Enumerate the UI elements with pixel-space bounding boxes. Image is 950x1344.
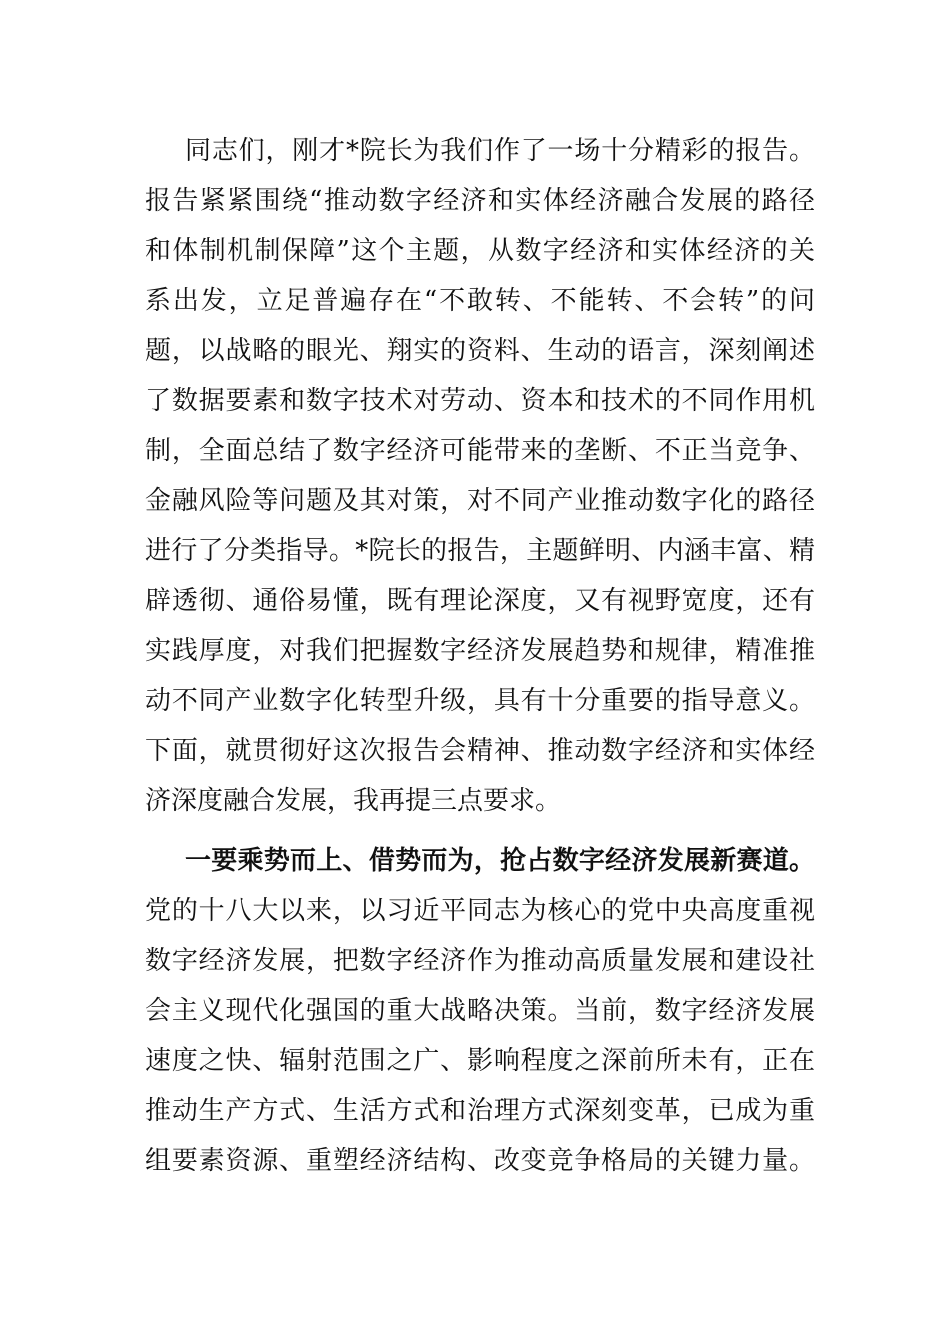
- text-line: 推动生产方式、生活方式和治理方式深刻变革，已成为重: [145, 1096, 815, 1126]
- text-line: 了数据要素和数字技术对劳动、资本和技术的不同作用机: [145, 386, 815, 416]
- text-line: 动不同产业数字化转型升级，具有十分重要的指导意义。: [145, 686, 815, 716]
- text-line: 同志们，刚才*院长为我们作了一场十分精彩的报告。: [185, 136, 815, 166]
- text-line: 系出发，立足普遍存在“不敢转、不能转、不会转”的问: [145, 286, 815, 316]
- text-line: 济深度融合发展，我再提三点要求。: [145, 786, 562, 816]
- text-line: 和体制机制保障”这个主题，从数字经济和实体经济的关: [145, 236, 815, 266]
- text-line: 题，以战略的眼光、翔实的资料、生动的语言，深刻阐述: [145, 336, 815, 366]
- text-line: 实践厚度，对我们把握数字经济发展趋势和规律，精准推: [145, 636, 815, 666]
- text-line: 金融风险等问题及其对策，对不同产业推动数字化的路径: [145, 486, 815, 516]
- text-line: 进行了分类指导。*院长的报告，主题鲜明、内涵丰富、精: [145, 536, 815, 566]
- text-line: 组要素资源、重塑经济结构、改变竞争格局的关键力量。: [145, 1146, 815, 1176]
- text-line: 制，全面总结了数字经济可能带来的垄断、不正当竞争、: [145, 436, 815, 466]
- text-line: 下面，就贯彻好这次报告会精神、推动数字经济和实体经: [145, 736, 815, 766]
- text-line: 数字经济发展，把数字经济作为推动高质量发展和建设社: [145, 946, 815, 976]
- text-line: 速度之快、辐射范围之广、影响程度之深前所未有，正在: [145, 1046, 815, 1076]
- text-line: 党的十八大以来，以习近平同志为核心的党中央高度重视: [145, 896, 815, 926]
- text-line: 报告紧紧围绕“推动数字经济和实体经济融合发展的路径: [145, 186, 815, 216]
- text-line: 会主义现代化强国的重大战略决策。当前，数字经济发展: [145, 996, 815, 1026]
- section-heading: 一要乘势而上、借势而为，抢占数字经济发展新赛道。: [185, 846, 815, 876]
- text-line: 辟透彻、通俗易懂，既有理论深度，又有视野宽度，还有: [145, 586, 815, 616]
